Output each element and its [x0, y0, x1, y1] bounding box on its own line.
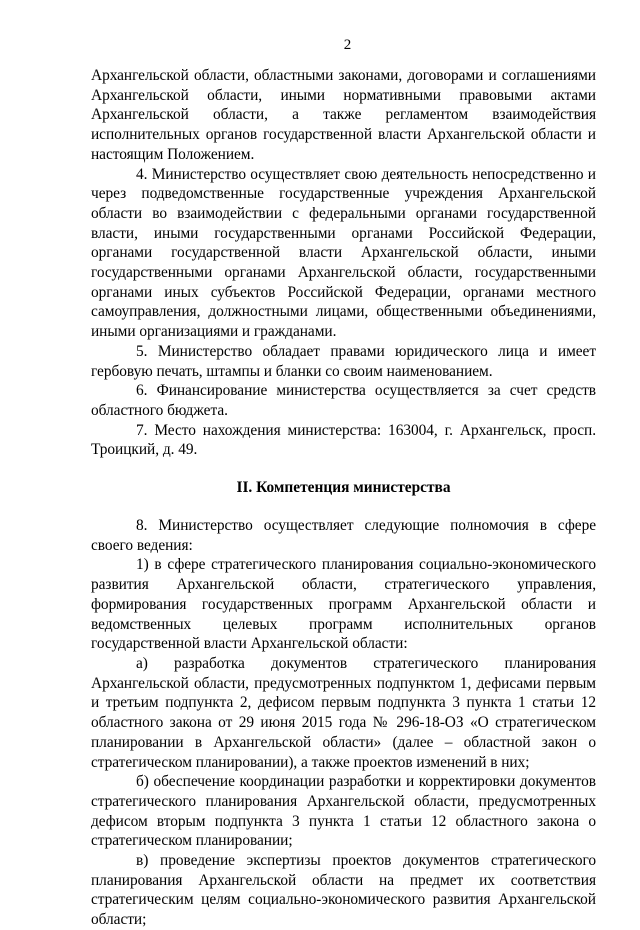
paragraph-item-4: 4. Министерство осуществляет свою деятельность непосредственно и через подведомственные государственные учреждения Архангельской области во взаимодействии с федеральными органами государственной власти, иными государственными органами Российской Федерации, органами государственной власти Архангельской области, иными государственными органами Архангельской области, государственными органами иных субъектов Российской Федерации, органами местного самоуправления, должностными лицами, общественными объединениями, иными организациями и гражданами. [91, 165, 596, 341]
paragraph-subitem-1: 1) в сфере стратегического планирования социально-экономического развития Архангельской области, стратегического управления, формирования государственных программ Архангельской области и ведомственных целевых программ исполнительных органов государственной власти Архангельской области: [91, 556, 596, 653]
paragraph-item-7: 7. Место нахождения министерства: 163004, г. Архангельск, просп. Троицкий, д. 49. [91, 421, 596, 459]
paragraph-item-8: 8. Министерство осуществляет следующие полномочия в сфере своего ведения: [91, 517, 596, 554]
paragraph-item-6: 6. Финансирование министерства осуществляется за счет средств областного бюджета. [91, 382, 596, 419]
paragraph-subitem-b: б) обеспечение координации разработки и корректировки документов стратегического планирования Архангельской области, предусмотренных дефисом вторым подпункта 3 пункта 1 статьи 12 областного закона о стратегическом планировании; [91, 773, 596, 850]
paragraph-subitem-a: а) разработка документов стратегического планирования Архангельской области, предусмотренных подпунктом 1, дефисами первым и третьим подпункта 2, дефисом первым подпункта 3 пункта 1 статьи 12 областного закона от 29 июня 2015 года № 296-18-ОЗ «О стратегическом планировании в Архангельской области» (далее – областной закон о стратегическом планировании), а также проектов изменений в них; [91, 654, 596, 771]
paragraph-item-5: 5. Министерство обладает правами юридического лица и имеет гербовую печать, штампы и бланки со своим наименованием. [91, 342, 596, 380]
paragraph-subitem-v: в) проведение экспертизы проектов документов стратегического планирования Архангельской области на предмет их соответствия стратегическим целям социально-экономического развития Архангельской области; [91, 852, 596, 929]
section-heading: II. Компетенция министерства [236, 479, 451, 497]
paragraph-continuation: Архангельской области, областными законами, договорами и соглашениями Архангельской области, иными нормативными правовыми актами Архангельской области, а также регламентом взаимодействия исполнительных органов государственной власти Архангельской области и настоящим Положением. [91, 67, 596, 163]
page-number: 2 [343, 37, 352, 53]
